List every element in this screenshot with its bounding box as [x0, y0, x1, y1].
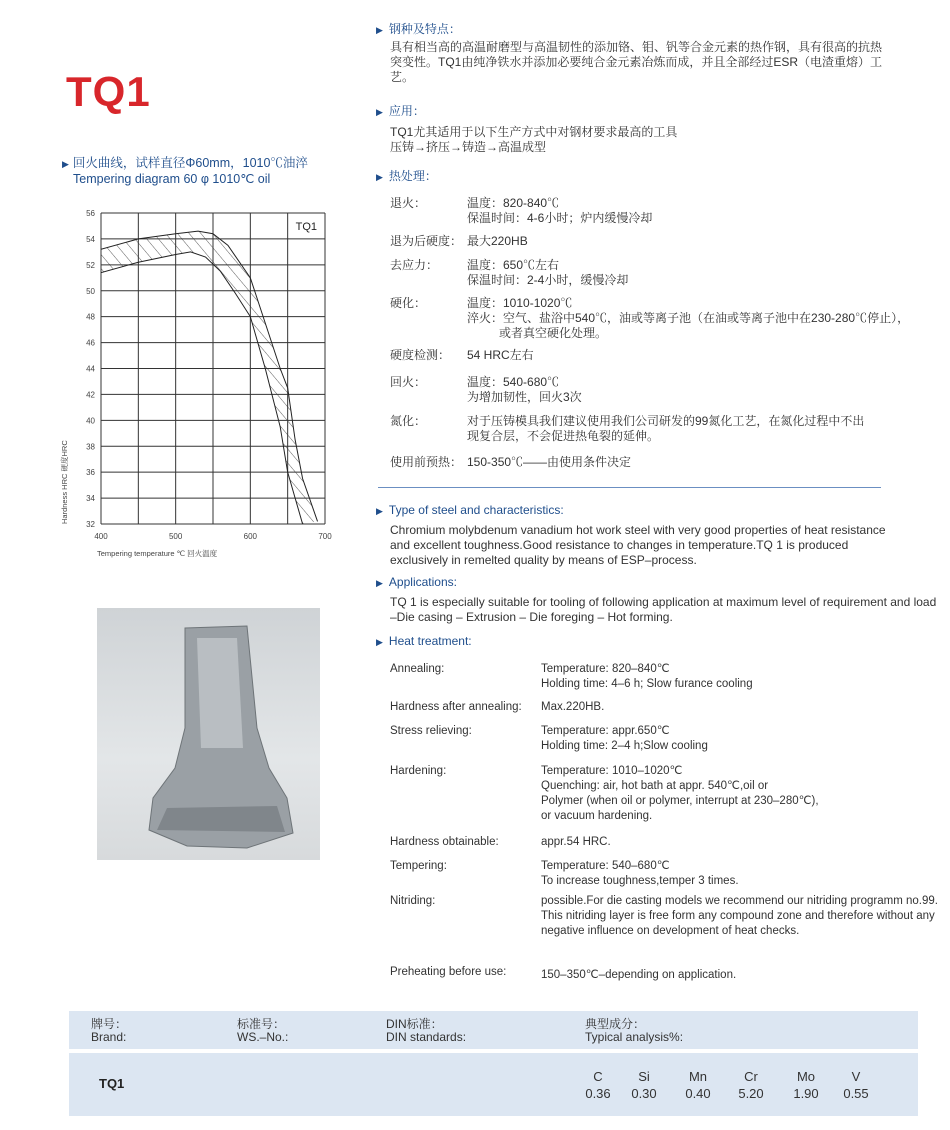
die-casting-part-photo: [97, 608, 320, 860]
bullet-triangle-icon: ▶: [376, 578, 383, 588]
en-section-characteristics-title: ▶ Type of steel and characteristics:: [376, 503, 564, 517]
zh-heat-value: 54 HRC左右: [467, 348, 534, 362]
zh-heat-value: 保温时间：2-4小时，缓慢冷却: [467, 273, 629, 287]
zh-application-line1: TQ1尤其适用于以下生产方式中对钢材要求最高的工具: [390, 125, 678, 139]
zh-heat-label: 去应力：: [390, 258, 439, 272]
en-heat-value: Polymer (when oil or polymer, interrupt at 230–280℃),: [541, 795, 819, 807]
en-heat-value: Temperature: 820–840℃: [541, 663, 670, 675]
en-heat-value: Quenching: air, hot bath at appr. 540℃,oil or: [541, 780, 769, 792]
x-tick-label: 400: [94, 532, 108, 541]
y-tick-label: 48: [86, 312, 95, 322]
en-heat-value: Holding time: 2–4 h;Slow cooling: [541, 740, 708, 752]
en-applications-line1: TQ 1 is especially suitable for tooling of following application at maximum level of requirement and load: [390, 595, 937, 609]
en-heat-value: Temperature: 540–680℃: [541, 860, 670, 872]
zh-characteristics-text: 具有相当高的高温耐磨型与高温韧性的添加铬、钼、钒等合金元素的热作钢，具有很高的抗热突变性。TQ1由纯净铁水并添加必要纯合金元素冶炼而成，并且全部经过ESR（电渣重熔）工艺。: [390, 40, 883, 84]
en-heat-label: Hardness after annealing:: [390, 701, 522, 713]
chart-heading-zh: 回火曲线，试样直径Φ60mm，1010℃油淬: [72, 156, 308, 170]
en-characteristics-text: Chromium molybdenum vanadium hot work steel with very good properties of heat resistance and excellent toughness.Good resistance to changes in temperature.TQ 1 is produced exclusively in remelted quality by means of ESP–process.: [390, 523, 886, 567]
header-brand: 牌号： Brand:: [91, 1017, 128, 1044]
en-heat-value: Temperature: 1010–1020℃: [541, 765, 683, 777]
zh-heat-value: 现复合层，不会促进热龟裂的延伸。: [467, 429, 660, 443]
y-axis-label: Hardness HRC 硬度HRC: [60, 440, 69, 524]
element-v: V 0.55: [843, 1069, 869, 1101]
y-tick-label: 38: [86, 442, 95, 452]
tempering-chart: [55, 200, 355, 570]
element-c: C 0.36: [585, 1069, 611, 1101]
zh-heat-value: 为增加韧性，回火3次: [467, 390, 582, 404]
zh-heat-value: 150-350℃——由使用条件决定: [467, 455, 632, 469]
zh-section-application-title: ▶ 应用：: [376, 104, 425, 118]
header-typical-analysis: 典型成分： Typical analysis%:: [585, 1017, 684, 1044]
x-tick-label: 700: [318, 532, 332, 541]
upper-curve: [101, 231, 318, 521]
bullet-triangle-icon: ▶: [376, 172, 383, 182]
zh-heat-label: 退为后硬度：: [390, 234, 463, 248]
element-si: Si 0.30: [631, 1069, 657, 1101]
bullet-triangle-icon: ▶: [376, 107, 383, 117]
zh-heat-label: 退火：: [390, 196, 427, 210]
hatched-band: [101, 231, 318, 524]
en-heat-value: or vacuum hardening.: [541, 810, 653, 822]
en-heat-value: possible.For die casting models we recommend our nitriding programm no.99.: [541, 895, 938, 907]
chart-heading-en: Tempering diagram 60 φ 1010℃ oil: [73, 172, 271, 186]
zh-heat-value: 对于压铸模具我们建议使用我们公司研发的99氮化工艺，在氮化过程中不出: [467, 414, 865, 428]
element-cr: Cr 5.20: [738, 1069, 764, 1101]
en-heat-value: Max.220HB.: [541, 701, 605, 713]
y-tick-label: 52: [86, 260, 95, 270]
page-title: TQ1: [66, 68, 151, 115]
zh-heat-label: 硬化：: [390, 296, 427, 310]
zh-section-heat-treatment-title: ▶ 热处理：: [376, 169, 437, 183]
en-heat-value: Temperature: appr.650℃: [541, 725, 670, 737]
y-tick-label: 40: [86, 416, 95, 426]
zh-heat-value: 温度：820-840℃: [467, 196, 560, 210]
x-axis-label: Tempering temperature ℃ 回火温度: [97, 549, 218, 558]
en-heat-value: negative influence on development of heat checks.: [541, 925, 800, 937]
y-tick-label: 56: [86, 209, 95, 218]
zh-section-characteristics-title: ▶ 钢种及特点：: [376, 22, 461, 36]
en-heat-label: Nitriding:: [390, 895, 436, 907]
x-tick-label: 600: [243, 532, 258, 541]
plot-label: TQ1: [295, 221, 317, 233]
zh-heat-label: 回火：: [390, 375, 427, 389]
bullet-triangle-icon: ▶: [376, 637, 383, 647]
zh-heat-value: 淬火：空气、盐浴中540℃，油或等离子池（在油或等离子池中在230-280℃停止），: [467, 311, 910, 325]
zh-heat-label: 氮化：: [390, 414, 427, 428]
zh-heat-value: 或者真空硬化处理。: [499, 326, 608, 340]
header-din: DIN标准： DIN standards:: [386, 1017, 467, 1044]
en-section-applications-title: ▶ Applications:: [376, 575, 457, 589]
zh-application-line2: 压铸→挤压→铸造→高温成型: [390, 140, 547, 154]
x-tick-label: 500: [168, 532, 183, 541]
y-tick-label: 44: [86, 364, 95, 374]
y-tick-label: 46: [86, 338, 95, 348]
bullet-triangle-icon: ▶: [62, 159, 69, 169]
en-applications-line2: –Die casing – Extrusion – Die foreging – Hot forming.: [390, 610, 673, 624]
en-heat-value: 150–350℃–depending on application.: [541, 969, 737, 981]
element-mo: Mo 1.90: [793, 1069, 819, 1101]
casting-image: [97, 608, 320, 860]
zh-heat-value: 保温时间：4-6小时；炉内缓慢冷却: [467, 211, 653, 225]
zh-heat-value: 最大220HB: [467, 234, 528, 248]
y-tick-label: 50: [86, 286, 95, 296]
en-heat-value: This nitriding layer is free form any compound zone and therefore without any: [541, 910, 935, 922]
en-heat-value: Holding time: 4–6 h; Slow furance cooling: [541, 678, 753, 690]
en-heat-label: Stress relieving:: [390, 725, 472, 737]
en-heat-label: Annealing:: [390, 663, 445, 675]
bullet-triangle-icon: ▶: [376, 25, 383, 35]
zh-heat-value: 温度：650℃左右: [467, 258, 560, 272]
en-heat-value: appr.54 HRC.: [541, 836, 611, 848]
y-tick-label: 34: [86, 494, 95, 504]
header-ws-no: 标准号： WS.–No.:: [237, 1017, 289, 1044]
en-heat-label: Tempering:: [390, 860, 447, 872]
y-tick-label: 42: [86, 390, 95, 400]
en-heat-label: Hardening:: [390, 765, 447, 777]
bullet-triangle-icon: ▶: [376, 506, 383, 516]
element-mn: Mn 0.40: [685, 1069, 711, 1101]
en-section-heat-treatment-title: ▶ Heat treatment:: [376, 634, 472, 648]
y-tick-label: 36: [86, 468, 95, 478]
composition-header-band: [69, 1011, 918, 1049]
y-tick-label: 32: [86, 520, 95, 529]
zh-heat-label: 硬度检测：: [390, 348, 451, 362]
zh-heat-label: 使用前预热：: [390, 455, 463, 469]
en-heat-value: To increase toughness,temper 3 times.: [541, 875, 739, 887]
y-tick-label: 54: [86, 234, 95, 244]
zh-heat-value: 温度：1010-1020℃: [467, 296, 573, 310]
zh-heat-value: 温度：540-680℃: [467, 375, 560, 389]
chart-heading: [62, 156, 308, 187]
en-heat-label: Preheating before use:: [390, 966, 507, 978]
en-heat-label: Hardness obtainable:: [390, 836, 499, 848]
divider: [378, 487, 881, 488]
brand-value: TQ1: [99, 1076, 125, 1091]
